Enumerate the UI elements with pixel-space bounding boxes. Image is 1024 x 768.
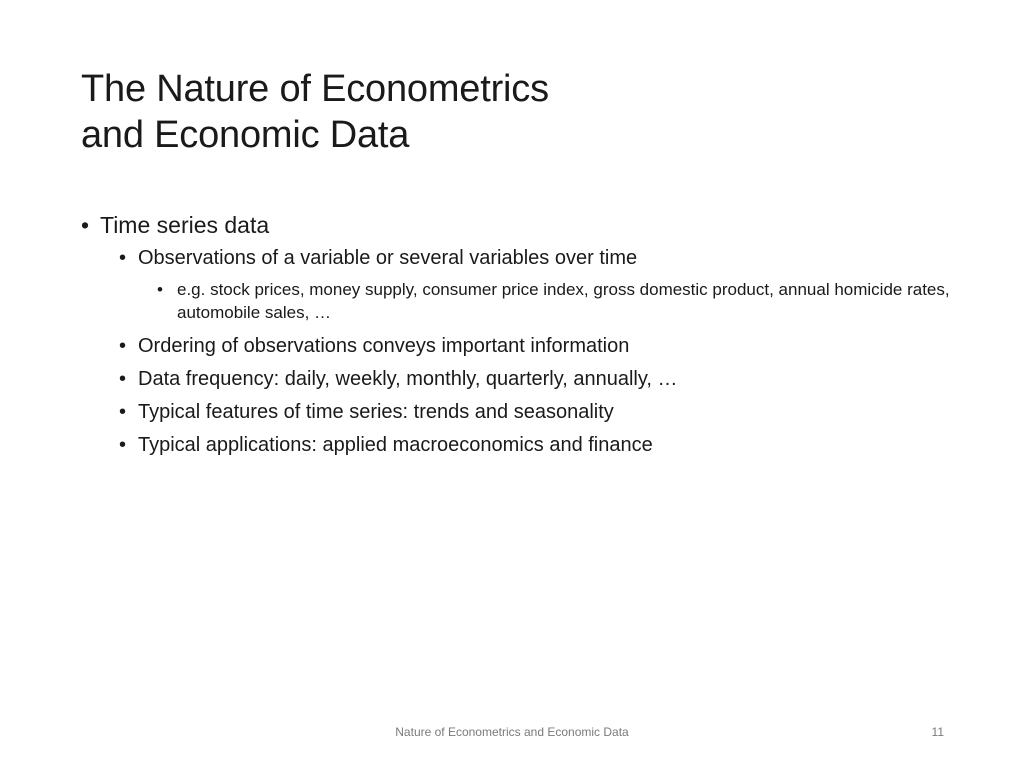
bullet-text: Observations of a variable or several variables over time — [138, 247, 638, 269]
bullet-text: Time series data — [100, 212, 270, 238]
bullet-dot-icon: • — [119, 247, 127, 269]
bullet-level2-applications — [119, 429, 951, 462]
bullet-text: Typical applications: applied macroeconomics and finance — [138, 434, 653, 456]
page-number: 11 — [931, 725, 944, 739]
footer-title: Nature of Econometrics and Economic Data — [395, 725, 629, 739]
title-line-1: The Nature of Econometrics — [81, 68, 549, 110]
bullet-dot-icon: • — [119, 401, 127, 423]
slide-title — [81, 66, 941, 158]
bullet-text: Typical features of time series: trends and seasonality — [138, 401, 614, 423]
bullet-dot-icon: • — [81, 212, 90, 238]
bullet-dot-icon: • — [157, 280, 163, 299]
bullet-text: Data frequency: daily, weekly, monthly, quarterly, annually, … — [138, 368, 678, 390]
bullet-text: e.g. stock prices, money supply, consumer price index, gross domestic product, annual homicide rates, automobile sales, … — [177, 280, 950, 322]
bullet-text: Ordering of observations conveys important information — [138, 335, 630, 357]
bullet-dot-icon: • — [119, 335, 127, 357]
bullet-level2-observations — [119, 242, 951, 275]
bullet-level2-frequency — [119, 363, 951, 396]
bullet-level2-ordering — [119, 330, 951, 363]
bullet-dot-icon: • — [119, 434, 127, 456]
title-line-2: and Economic Data — [81, 114, 410, 156]
bullet-dot-icon: • — [119, 368, 127, 390]
bullet-level2-features — [119, 396, 951, 429]
bullet-list — [81, 208, 951, 462]
bullet-level1-time-series — [81, 208, 951, 242]
bullet-level3-examples — [157, 278, 951, 324]
